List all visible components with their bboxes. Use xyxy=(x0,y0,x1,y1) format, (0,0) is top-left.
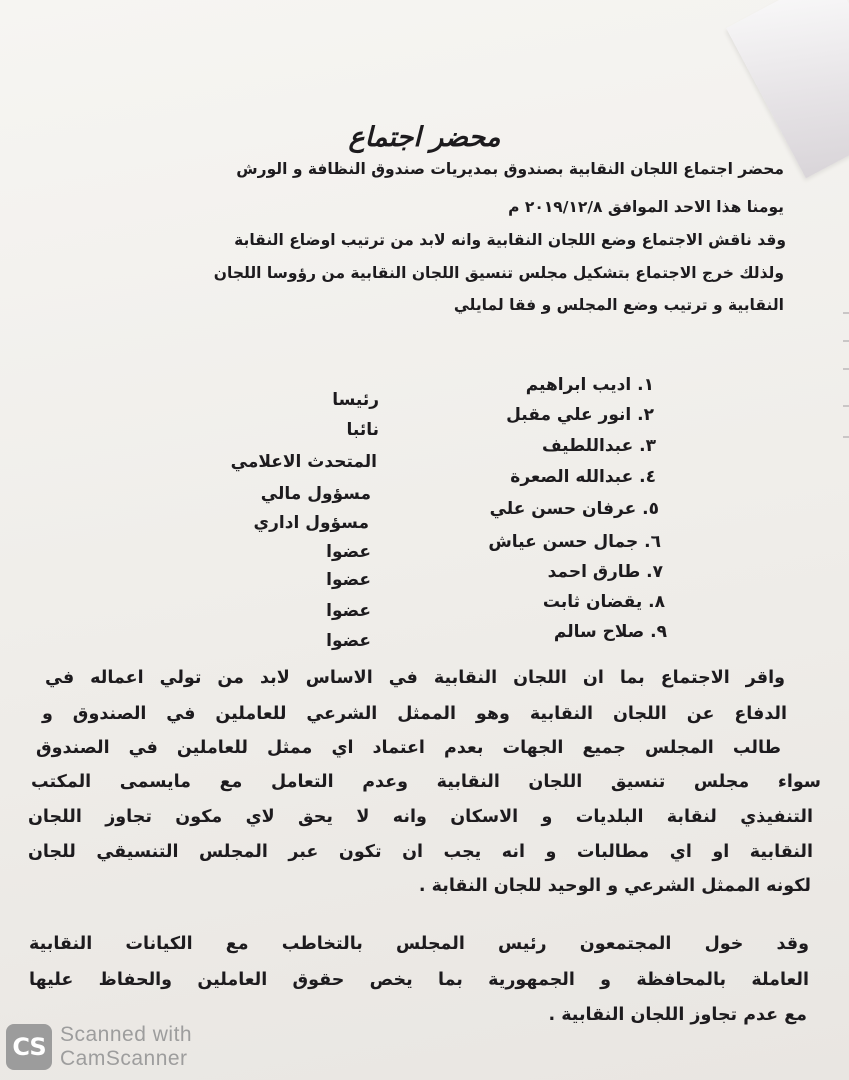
resolution-line: واقر الاجتماع بما ان اللجان النقابية في الاساس لابد من تولي اعماله في xyxy=(45,668,785,688)
discussion-line-3: النقابية و ترتيب وضع المجلس و فقا لمايلي xyxy=(453,296,784,314)
document-title: محضر اجتماع xyxy=(348,122,501,153)
member-name: عبداللطيف xyxy=(541,436,634,456)
member-number: ٥. xyxy=(642,499,659,519)
member-row xyxy=(490,499,659,519)
member-name: يقضان ثابت xyxy=(542,592,643,612)
member-row xyxy=(510,467,656,487)
member-row xyxy=(526,375,654,395)
closing-line: مع عدم تجاوز اللجان النقابية . xyxy=(548,1005,807,1025)
member-role: عضوا xyxy=(326,542,371,562)
edge-mark xyxy=(843,312,849,314)
resolution-line: النقابية او اي مطالبات و انه يجب ان تكون عبر المجلس التنسيقي للجان xyxy=(28,842,813,862)
discussion-line-2: ولذلك خرج الاجتماع بتشكيل مجلس تنسيق اللجان النقابية من رؤوسا اللجان xyxy=(213,264,784,282)
member-role: نائبا xyxy=(346,420,379,440)
resolution-line: طالب المجلس جميع الجهات بعدم اعتماد اي ممثل للعاملين في الصندوق xyxy=(36,738,781,758)
intro-line-2: يومنا هذا الاحد الموافق ٢٠١٩/١٢/٨ م xyxy=(508,198,784,216)
camscanner-logo-icon: CS xyxy=(6,1024,52,1070)
edge-mark xyxy=(843,436,849,438)
member-name: عبدالله الصعرة xyxy=(510,467,634,487)
member-number: ٧. xyxy=(646,562,663,582)
member-name: اديب ابراهيم xyxy=(525,375,632,395)
member-role: المتحدث الاعلامي xyxy=(230,452,377,472)
watermark-line-2: CamScanner xyxy=(60,1047,188,1070)
resolution-line: الدفاع عن اللجان النقابية وهو الممثل الشرعي للعاملين في الصندوق و xyxy=(42,704,787,724)
watermark-text xyxy=(60,1023,192,1071)
member-number: ٤. xyxy=(639,467,656,487)
intro-line-1: محضر اجتماع اللجان النقابية بصندوق بمديريات صندوق النظافة و الورش xyxy=(236,160,784,178)
resolution-line: لكونه الممثل الشرعي و الوحيد للجان النقابة . xyxy=(418,876,811,896)
closing-line: العاملة بالمحافظة و الجمهورية بما يخص حقوق العاملين والحفاظ عليها xyxy=(29,970,809,990)
member-role: مسؤول اداري xyxy=(253,513,369,533)
member-role: مسؤول مالي xyxy=(260,484,371,504)
member-row xyxy=(488,532,661,552)
member-number: ٦. xyxy=(644,532,661,552)
member-name: عرفان حسن علي xyxy=(489,499,637,519)
member-name: طارق احمد xyxy=(547,562,641,582)
edge-mark xyxy=(843,405,849,407)
discussion-line-1: وقد ناقش الاجتماع وضع اللجان النقابية وانه لابد من ترتيب اوضاع النقابة xyxy=(234,231,786,249)
member-row xyxy=(543,592,665,612)
closing-line: وقد خول المجتمعون رئيس المجلس بالتخاطب مع الكيانات النقابية xyxy=(29,934,809,954)
edge-mark xyxy=(843,368,849,370)
member-role: عضوا xyxy=(326,570,371,590)
member-number: ٩. xyxy=(650,622,667,642)
member-role: عضوا xyxy=(326,601,371,621)
member-row xyxy=(554,622,667,642)
watermark-line-1: Scanned with xyxy=(60,1023,193,1046)
edge-mark xyxy=(843,340,849,342)
member-number: ١. xyxy=(637,375,654,395)
camscanner-watermark xyxy=(6,1017,226,1077)
member-row xyxy=(548,562,663,582)
member-number: ٣. xyxy=(639,436,656,456)
member-role: عضوا xyxy=(326,631,371,651)
member-name: صلاح سالم xyxy=(553,622,645,642)
member-number: ٨. xyxy=(648,592,665,612)
member-row xyxy=(506,405,654,425)
resolution-line: التنفيذي لنقابة البلديات و الاسكان وانه لا يحق لاي مكون تجاوز اللجان xyxy=(28,807,813,827)
member-name: جمال حسن عياش xyxy=(488,532,639,552)
member-number: ٢. xyxy=(637,405,654,425)
member-row xyxy=(542,436,656,456)
member-role: رئيسا xyxy=(332,390,379,410)
member-name: انور علي مقبل xyxy=(506,405,632,425)
resolution-line: سواء مجلس تنسيق اللجان النقابية وعدم التعامل مع مايسمى المكتب xyxy=(31,772,821,792)
